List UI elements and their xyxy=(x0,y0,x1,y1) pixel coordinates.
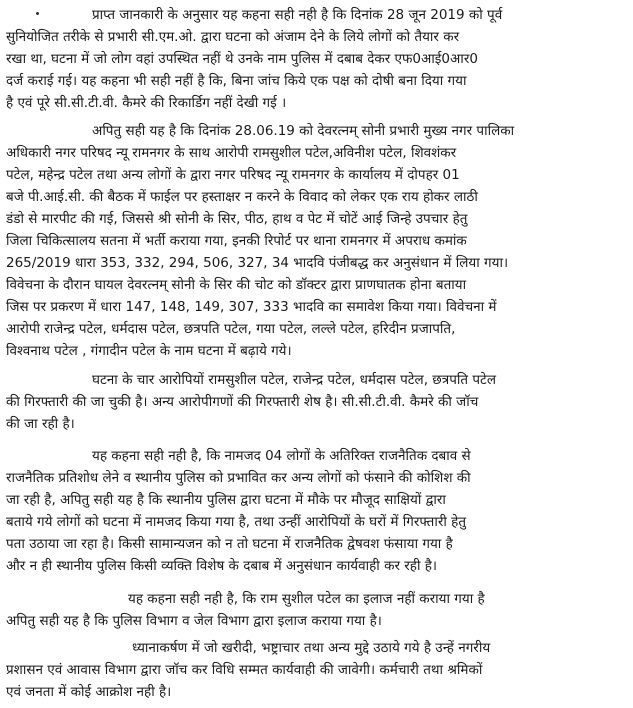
text-line xyxy=(6,659,626,681)
text-line xyxy=(132,637,626,659)
text-line xyxy=(92,445,626,467)
text-line xyxy=(92,4,626,26)
text-line-content: रखा था, घटना में जो लोग वहां उपस्थित नहीं थे उनके नाम पुलिस में दबाब देकर एफ0आई0आर0 xyxy=(6,51,478,67)
text-line-content: अधिकारी नगर परिषद न्यू रामनगर के साथ आरोपी रामसुशील पटेल,अविनीश पटेल, शिवशंकर xyxy=(6,145,457,161)
text-line xyxy=(6,681,244,703)
text-line-content: 265/2019 धारा 353, 332, 294, 506, 327, 34 भादवि पंजीबद्ध कर अनुसंधान में लिया गया। xyxy=(6,255,509,271)
text-line-content: विवेचना के दौरान घायल देवरत्नम् सोनी के सिर की चोट को डॉक्टर द्वारा प्राणघातक होना बताया xyxy=(6,277,467,293)
text-line xyxy=(128,588,626,610)
text-line xyxy=(6,164,626,186)
text-line-content: प्रशासन एवं आवास विभाग द्वारा जॉच कर विधि सम्मत कार्यवाही की जावेगी। कर्मचारी तथा श्रमिकों xyxy=(6,662,483,678)
text-line xyxy=(92,120,626,142)
text-line xyxy=(6,274,626,296)
text-line xyxy=(6,413,106,435)
text-line xyxy=(6,391,626,413)
text-line xyxy=(6,340,398,362)
text-line-content: की जा रही है। xyxy=(6,416,75,432)
text-line xyxy=(6,610,508,632)
text-line xyxy=(6,70,626,92)
text-line-content: आरोपी राजेन्द्र पटेल, धर्मदास पटेल, छत्रपति पटेल, गया पटेल, लल्ले पटेल, हरिदीन प्रजापति, xyxy=(6,321,456,337)
text-line-content: बजे पी.आई.सी. की बैठक में फाईल पर हस्ताक्षर न करने के विवाद को लेकर एक राय होकर लाठी xyxy=(6,189,478,205)
text-line-content: घटना के चार आरोपियों रामसुशील पटेल, राजेन्द्र पटेल, धर्मदास पटेल, छत्रपति पटेल xyxy=(92,372,496,388)
text-line-content: राजनैतिक प्रतिशोध लेने व स्थानीय पुलिस को प्रभावित कर अन्य लोगों को फंसाने की कोशिश की xyxy=(6,470,471,486)
text-line-content: पटेल, महेन्द्र पटेल तथा अन्य लोगों के द्वारा नगर परिषद न्यू रामनगर के कार्यालय में दोपहर 01 xyxy=(6,167,460,183)
text-line xyxy=(6,533,626,555)
text-line xyxy=(6,511,626,533)
text-line xyxy=(6,467,626,489)
text-line xyxy=(6,489,626,511)
text-line xyxy=(92,369,626,391)
text-line xyxy=(6,252,626,274)
text-line xyxy=(6,318,626,340)
text-line-content: और न ही स्थानीय पुलिस किसी व्यक्ति विशेष के दबाब में अनुसंधान कार्यवाही कर रही है। xyxy=(6,558,438,574)
text-line-content: पता उठाया जा रहा है। किसी सामान्यजन को न तो घटना में राजनैतिक द्वेषवश फंसाया गया है xyxy=(6,536,453,552)
text-line-content: की गिरफ्तारी की जा चुकी है। अन्य आरोपीगणों की गिरफ्तारी शेष है। सी.सी.टी.वी. कैमरे की जॉच xyxy=(6,394,479,410)
text-line xyxy=(6,142,626,164)
text-line-content: सुनियोजित तरीके से प्रभारी सी.एम.ओ. द्वारा घटना को अंजाम देने के लिये लोगों को तैयार कर xyxy=(6,29,460,45)
text-line xyxy=(6,208,626,230)
text-line xyxy=(6,92,384,114)
text-line xyxy=(6,48,626,70)
text-line-content: बताये गये लोगों को घटना में नामजद किया गया है, तथा उन्हीं आरोपियों के घरों में गिरफ्तारी हेतु xyxy=(6,514,467,530)
text-line-content: जिस पर प्रकरण में धारा 147, 148, 149, 307, 333 भादवि का समावेश किया गया। विवेचना में xyxy=(6,299,497,315)
text-line xyxy=(6,296,626,318)
text-line-content: जा रही है, अपितु सही यह है कि स्थानीय पुलिस द्वारा घटना में मौके पर मौजूद साक्षियों द्वारा xyxy=(6,492,446,508)
text-line xyxy=(6,230,626,252)
text-line xyxy=(6,26,626,48)
text-line-content: है एवं पूरे सी.सी.टी.वी. कैमरे की रिकार्डिग नहीं देखी गई । xyxy=(6,95,287,111)
text-line-content: विश्वनाथ पटेल , गंगादीन पटेल के नाम घटना में बढ़ाये गये। xyxy=(6,343,292,359)
text-line-content: ध्यानाकर्षण में जो खरीदी, भष्ट्राचार तथा अन्य मुद्दे उठाये गये है उन्हें नगरीय xyxy=(132,640,491,656)
text-line-content: यह कहना सही नही है, कि राम सुशील पटेल का इलाज नहीं कराया गया है xyxy=(128,591,485,607)
text-line-content: डंडो से मारपीट की गई, जिससे श्री सोनी के सिर, पीठ, हाथ व पेट में चोटें आई जिन्हे उपचार हेतु xyxy=(6,211,468,227)
text-line-content: जिला चिकित्सालय सतना में भर्ती कराया गया, इनकी रिपोर्ट पर थाना रामनगर में अपराध कमांक xyxy=(6,233,467,249)
text-line-content: अपितु सही यह है कि पुलिस विभाग व जेल विभाग द्वारा इलाज कराया गया है। xyxy=(6,613,382,629)
text-line-content: यह कहना सही नही है, कि नामजद 04 लोगों के अतिरिक्त राजनैतिक दबाव से xyxy=(92,448,471,464)
text-line xyxy=(6,555,596,577)
text-line-content: एवं जनता में कोई आक्रोश नही है। xyxy=(6,684,172,700)
text-line-content: प्राप्त जानकारी के अनुसार यह कहना सही नही है कि दिनांक 28 जून 2019 को पूर्व xyxy=(92,7,503,23)
text-line xyxy=(6,186,626,208)
bullet-dot xyxy=(36,12,39,15)
text-line-content: दर्ज कराई गई। यह कहना भी सही नहीं है कि, बिना जांच किये एक पक्ष को दोषी बना दिया गया xyxy=(6,73,467,89)
text-line-content: अपितु सही यह है कि दिनांक 28.06.19 को देवरत्नम् सोनी प्रभारी मुख्य नगर पालिका xyxy=(92,123,515,139)
